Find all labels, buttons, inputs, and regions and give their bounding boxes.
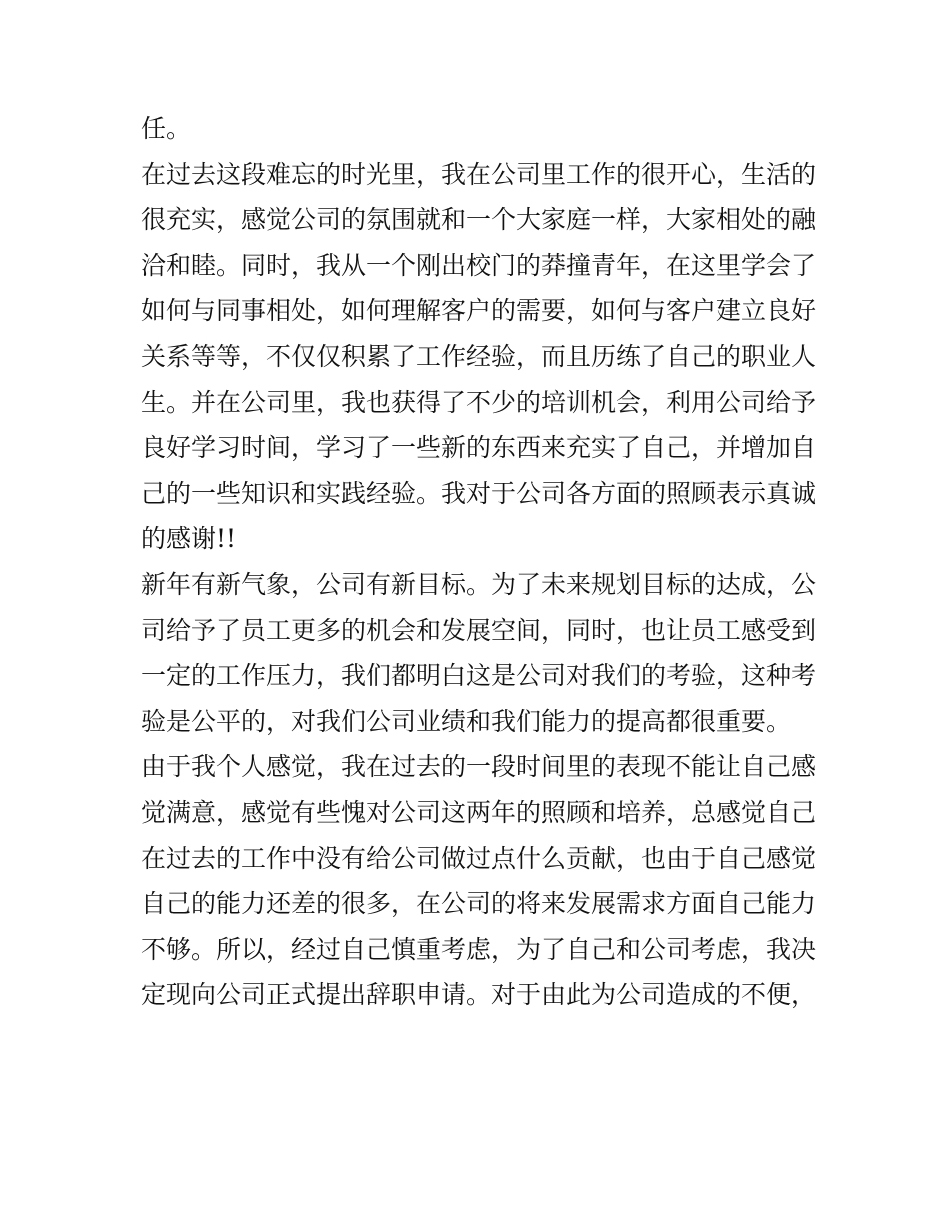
text-line: 己的一些知识和实践经验。我对于公司各方面的照顾表示真诚 [141, 478, 817, 508]
text-line: 生。并在公司里，我也获得了不少的培训机会，利用公司给予 [141, 387, 817, 417]
text-line: 觉满意，感觉有些愧对公司这两年的照顾和培养，总感觉自己 [141, 797, 817, 827]
text-line: 洽和睦。同时，我从一个刚出校门的莽撞青年，在这里学会了 [141, 250, 817, 280]
text-line: 新年有新气象，公司有新目标。为了未来规划目标的达成，公 [141, 569, 817, 599]
text-line: 不够。所以，经过自己慎重考虑，为了自己和公司考虑，我决 [141, 934, 817, 964]
text-line: 的感谢!! [141, 524, 237, 554]
text-line: 如何与同事相处，如何理解客户的需要，如何与客户建立良好 [141, 296, 817, 326]
text-line: 关系等等，不仅仅积累了工作经验，而且历练了自己的职业人 [141, 341, 817, 371]
text-line: 良好学习时间，学习了一些新的东西来充实了自己，并增加自 [141, 433, 817, 463]
text-line: 由于我个人感觉，我在过去的一段时间里的表现不能让自己感 [141, 752, 817, 782]
body-text [141, 106, 816, 1018]
text-line: 一定的工作压力，我们都明白这是公司对我们的考验，这种考 [141, 661, 817, 691]
text-line: 司给予了员工更多的机会和发展空间，同时，也让员工感受到 [141, 615, 817, 645]
text-line: 在过去的工作中没有给公司做过点什么贡献，也由于自己感觉 [141, 843, 817, 873]
text-line: 任。 [141, 114, 192, 143]
text-line: 在过去这段难忘的时光里，我在公司里工作的很开心，生活的 [141, 159, 817, 189]
text-line: 很充实，感觉公司的氛围就和一个大家庭一样，大家相处的融 [141, 205, 817, 235]
text-line: 验是公平的，对我们公司业绩和我们能力的提高都很重要。 [141, 706, 792, 736]
text-line: 自己的能力还差的很多，在公司的将来发展需求方面自己能力 [141, 889, 817, 919]
text-line: 定现向公司正式提出辞职申请。对于由此为公司造成的不便， [141, 980, 817, 1010]
